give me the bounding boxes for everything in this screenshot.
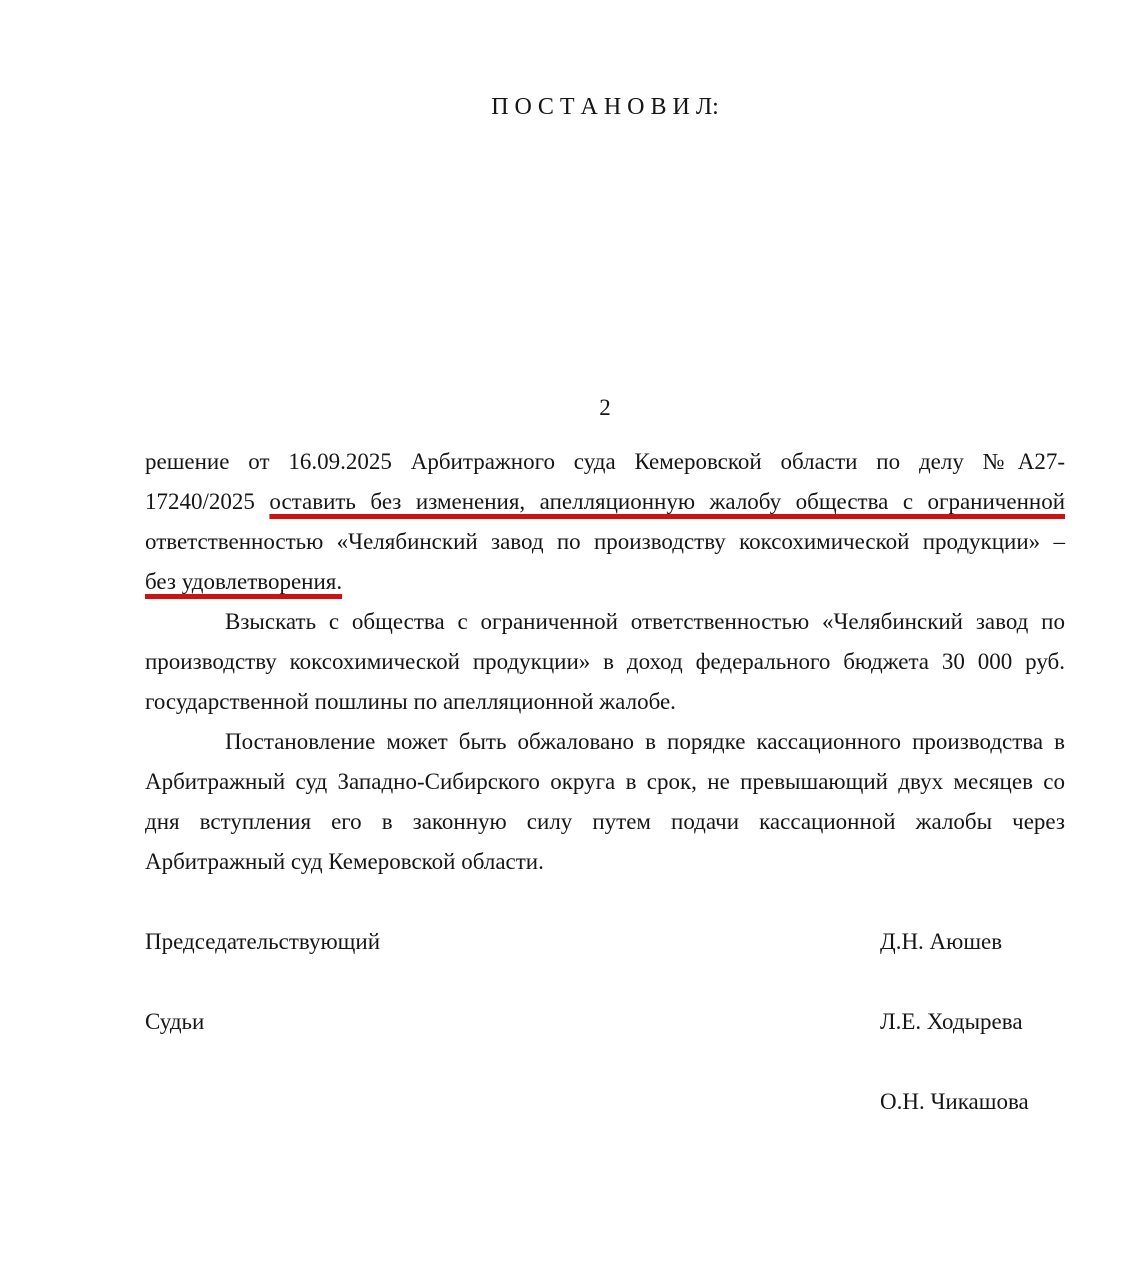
text-line (145, 482, 1065, 522)
signature-role: Председательствующий (145, 929, 380, 954)
signature-row (145, 1002, 1065, 1042)
text-line (145, 602, 1065, 642)
text-segment: Взыскать с общества с ограниченной ответственностью «Челябинский завод по (225, 609, 1065, 634)
text-segment: производству коксохимической продукции» в доход федерального бюджета 30 000 руб. (145, 649, 1065, 674)
text-segment: Арбитражный суд Кемеровской области. (145, 849, 544, 874)
text-line (145, 722, 1065, 762)
red-underlined-text: без удовлетворения. (145, 569, 343, 594)
text-line (145, 442, 1065, 482)
text-line (145, 842, 1065, 882)
text-line (145, 522, 1065, 562)
signature-role: Судьи (145, 1009, 205, 1034)
text-segment: государственной пошлины по апелляционной жалобе. (145, 689, 676, 714)
signature-name: Д.Н. Аюшев (880, 929, 1003, 954)
text-segment: ответственностью «Челябинский завод по производству коксохимической продукции» – (145, 529, 1065, 554)
text-line (145, 642, 1065, 682)
text-segment: решение от 16.09.2025 Арбитражного суда Кемеровской области по делу №А27- (145, 449, 1065, 474)
text-segment: Постановление может быть обжаловано в порядке кассационного производства в (225, 729, 1065, 754)
red-underlined-text: оставить без изменения, апелляционную жалобу общества с ограниченной (269, 489, 1066, 514)
text-segment: дня вступления его в законную силу путем подачи кассационной жалобы через (145, 809, 1065, 834)
text-line (145, 682, 1065, 722)
text-segment: Арбитражный суд Западно-Сибирского округа в срок, не превышающий двух месяцев со (145, 769, 1065, 794)
text-line (145, 562, 1065, 602)
signature-row (145, 1082, 1065, 1122)
signature-block (145, 922, 1065, 1122)
resolution-heading: П О С Т А Н О В И Л: (491, 94, 719, 120)
text-line (145, 762, 1065, 802)
signature-row (145, 922, 1065, 962)
signature-name: О.Н. Чикашова (880, 1089, 1029, 1114)
document-body (145, 442, 1065, 882)
page-number: 2 (599, 395, 611, 420)
text-line (145, 802, 1065, 842)
signature-name: Л.Е. Ходырева (880, 1009, 1023, 1034)
text-segment: 17240/2025 (145, 489, 270, 514)
